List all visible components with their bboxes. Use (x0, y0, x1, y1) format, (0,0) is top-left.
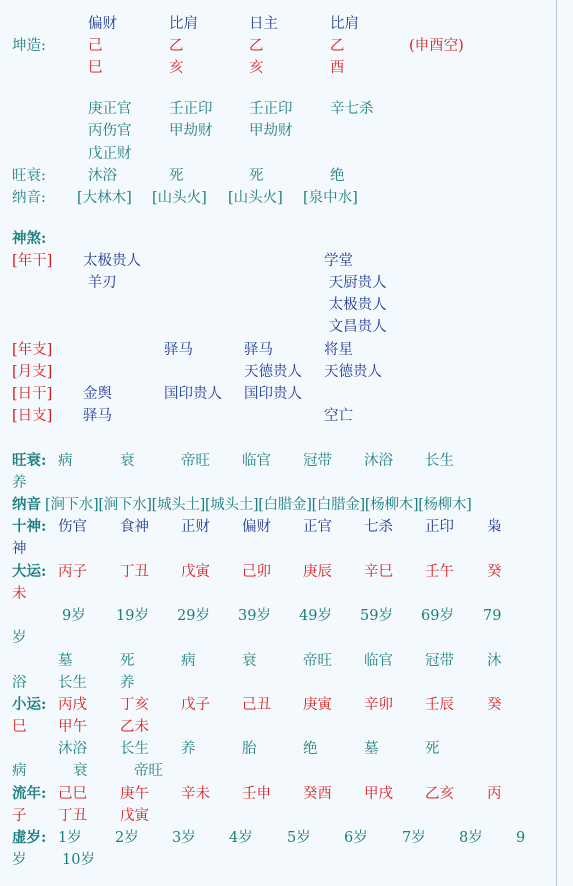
xiaoyun-pillar: 甲午 (58, 719, 87, 735)
dayun-state: 沐 (487, 653, 502, 669)
dayun-state: 死 (120, 653, 135, 669)
shensha-item: 国印贵人 (164, 386, 222, 402)
xusui-item: 3岁 (172, 830, 196, 846)
xusui-item: 8岁 (459, 830, 483, 846)
shensha-item: 驿马 (244, 342, 273, 358)
dayun-state: 衰 (242, 653, 257, 669)
shensha-item: 羊刃 (83, 275, 117, 291)
nayin-text: [涧下水][涧下水][城头土][城头土][白腊金][白腊金][杨柳木][杨柳木] (45, 497, 472, 513)
hidden-stem: 壬正印 (249, 101, 293, 117)
wangshuai-item: 帝旺 (181, 453, 210, 469)
dayun-state: 临官 (364, 653, 393, 669)
nayin-month: [山头火] (152, 190, 207, 206)
branch-day: 亥 (249, 60, 264, 76)
dayun-pillar: 壬午 (425, 564, 454, 580)
shensha-item: 太极贵人 (83, 253, 141, 269)
xusui-item: 9 (516, 830, 526, 846)
dayun-label: 大运: (12, 563, 47, 580)
dayun-state: 病 (181, 653, 196, 669)
liunian-item: 戊寅 (120, 808, 149, 824)
shishen-item: 偏财 (242, 519, 271, 535)
xiaoyun-pillar: 巳 (12, 719, 27, 735)
wangshuai-item: 衰 (120, 453, 135, 469)
wangshuai-item: 冠带 (303, 453, 332, 469)
xiaoyun-label: 小运: (12, 696, 47, 713)
stem-hour: 乙 (330, 38, 345, 54)
shishen-item: 正官 (303, 519, 332, 535)
xiaoyun-state: 长生 (120, 741, 149, 757)
dayun-age: 59岁 (360, 608, 393, 624)
shensha-row-label: [年支] (12, 342, 53, 358)
shishen-item: 食神 (120, 519, 149, 535)
shensha-row-label: [年干] (12, 253, 53, 269)
shensha-item: 学堂 (324, 253, 353, 269)
shishen-item: 伤官 (58, 519, 87, 535)
dayun-pillar: 未 (12, 586, 27, 602)
shensha-item: 天德贵人 (324, 364, 382, 380)
wangshuai-year: 沐浴 (88, 168, 117, 184)
stem-month: 乙 (169, 38, 184, 54)
liunian-item: 己巳 (58, 786, 87, 802)
shensha-item: 太极贵人 (324, 297, 387, 313)
xiaoyun-pillar: 丙戌 (58, 697, 87, 713)
ten-god-year: 偏财 (88, 16, 117, 32)
dayun-pillar: 戊寅 (181, 564, 210, 580)
nayin-label: 纳音 (12, 496, 41, 513)
shishen-item: 正财 (181, 519, 210, 535)
xiaoyun-state: 沐浴 (58, 741, 87, 757)
shensha-row-label: [月支] (12, 364, 53, 380)
shishen-item: 枭 (487, 519, 502, 535)
xiaoyun-state: 衰 (73, 763, 88, 779)
shensha-item: 金舆 (83, 386, 112, 402)
liunian-item: 丁丑 (58, 808, 87, 824)
liunian-label: 流年: (12, 785, 47, 802)
ten-god-month: 比肩 (169, 16, 198, 32)
xiaoyun-state: 病 (12, 763, 27, 779)
xiaoyun-pillar: 庚寅 (303, 697, 332, 713)
dayun-age: 79 (483, 608, 502, 624)
dayun-pillar: 丁丑 (120, 564, 149, 580)
dayun-age: 29岁 (177, 608, 210, 624)
xusui-item: 6岁 (344, 830, 368, 846)
xiaoyun-pillar: 丁亥 (120, 697, 149, 713)
dayun-pillar: 癸 (487, 564, 502, 580)
hidden-stem: 壬正印 (169, 101, 213, 117)
dayun-state: 帝旺 (303, 653, 332, 669)
dayun-pillar: 庚辰 (303, 564, 332, 580)
shensha-row-label: [日干] (12, 386, 53, 402)
xiaoyun-state: 帝旺 (134, 763, 163, 779)
xiaoyun-state: 墓 (364, 741, 379, 757)
dayun-pillar: 丙子 (58, 564, 87, 580)
xiaoyun-state: 养 (181, 741, 196, 757)
wangshuai-item: 病 (58, 453, 73, 469)
liunian-item: 甲戌 (364, 786, 393, 802)
liunian-item: 子 (12, 808, 27, 824)
kunzao-label: 坤造: (12, 38, 46, 54)
nayin-day: [山头火] (228, 190, 283, 206)
dayun-age: 69岁 (421, 608, 454, 624)
xiaoyun-pillar: 癸 (487, 697, 502, 713)
dayun-age: 49岁 (299, 608, 332, 624)
hidden-stem: 辛七杀 (330, 101, 374, 117)
shensha-item: 文昌贵人 (324, 319, 387, 335)
xiaoyun-pillar: 己丑 (242, 697, 271, 713)
shishen-item: 正印 (425, 519, 454, 535)
xusui-item: 4岁 (229, 830, 253, 846)
hidden-stem: 庚正官 (88, 101, 132, 117)
wangshuai-item: 长生 (425, 453, 454, 469)
shensha-row-label: [日支] (12, 408, 53, 424)
wangshuai-label: 旺衰: (12, 168, 46, 184)
xiaoyun-state: 胎 (242, 741, 257, 757)
nayin-hour: [泉中水] (303, 190, 358, 206)
dayun-state: 冠带 (425, 653, 454, 669)
dayun-age: 岁 (12, 630, 27, 646)
xiaoyun-state: 死 (425, 741, 440, 757)
right-border (556, 0, 557, 886)
dayun-state: 墓 (58, 653, 73, 669)
xiaoyun-pillar: 戊子 (181, 697, 210, 713)
wangshuai-item: 临官 (242, 453, 271, 469)
kong-note: (申酉空) (409, 38, 464, 54)
shishen-item: 神 (12, 541, 27, 557)
dayun-pillar: 己卯 (242, 564, 271, 580)
xusui-item: 10岁 (62, 852, 95, 868)
liunian-item: 辛未 (181, 786, 210, 802)
liunian-item: 丙 (487, 786, 502, 802)
xiaoyun-pillar: 壬辰 (425, 697, 454, 713)
liunian-item: 乙亥 (425, 786, 454, 802)
xusui-item: 5岁 (287, 830, 311, 846)
liunian-item: 壬申 (242, 786, 271, 802)
wangshuai-hour: 绝 (330, 168, 345, 184)
shensha-title: 神煞: (12, 230, 47, 247)
dayun-age: 39岁 (238, 608, 271, 624)
hidden-stem: 戊正财 (88, 146, 132, 162)
shensha-item: 驿马 (83, 408, 112, 424)
hidden-stem: 甲劫财 (249, 123, 293, 139)
xusui-item: 1岁 (58, 830, 82, 846)
ten-god-hour: 比肩 (330, 16, 359, 32)
xusui-item: 2岁 (115, 830, 139, 846)
shensha-item: 驿马 (164, 342, 193, 358)
shensha-item: 国印贵人 (244, 386, 302, 402)
liunian-item: 庚午 (120, 786, 149, 802)
wangshuai-item: 沐浴 (364, 453, 393, 469)
xiaoyun-pillar: 辛卯 (364, 697, 393, 713)
branch-month: 亥 (169, 60, 184, 76)
wangshuai-item: 养 (12, 475, 27, 491)
dayun-state: 养 (120, 675, 135, 691)
shensha-item: 天厨贵人 (324, 275, 387, 291)
wangshuai-label: 旺衰: (12, 452, 47, 469)
hidden-stem: 甲劫财 (169, 123, 213, 139)
wangshuai-day: 死 (249, 168, 264, 184)
wangshuai-month: 死 (169, 168, 184, 184)
stem-day: 乙 (249, 38, 264, 54)
dayun-age: 9岁 (62, 608, 86, 624)
xiaoyun-pillar: 乙未 (120, 719, 149, 735)
dayun-pillar: 辛巳 (364, 564, 393, 580)
nayin-label: 纳音: (12, 190, 46, 206)
liunian-item: 癸酉 (303, 786, 332, 802)
shishen-label: 十神: (12, 518, 47, 535)
xiaoyun-state: 绝 (303, 741, 318, 757)
dayun-state: 浴 (12, 675, 27, 691)
shishen-item: 七杀 (364, 519, 393, 535)
hidden-stem: 丙伤官 (88, 123, 132, 139)
dayun-age: 19岁 (116, 608, 149, 624)
dayun-state: 长生 (58, 675, 87, 691)
nayin-year: [大林木] (77, 190, 132, 206)
ten-god-day: 日主 (249, 16, 278, 32)
shensha-item: 天德贵人 (244, 364, 302, 380)
xusui-item: 岁 (12, 852, 27, 868)
shensha-item: 将星 (324, 342, 353, 358)
branch-hour: 酉 (330, 60, 345, 76)
xusui-label: 虚岁: (12, 829, 47, 846)
stem-year: 己 (88, 38, 103, 54)
shensha-item: 空亡 (324, 408, 353, 424)
branch-year: 巳 (88, 60, 103, 76)
xusui-item: 7岁 (402, 830, 426, 846)
